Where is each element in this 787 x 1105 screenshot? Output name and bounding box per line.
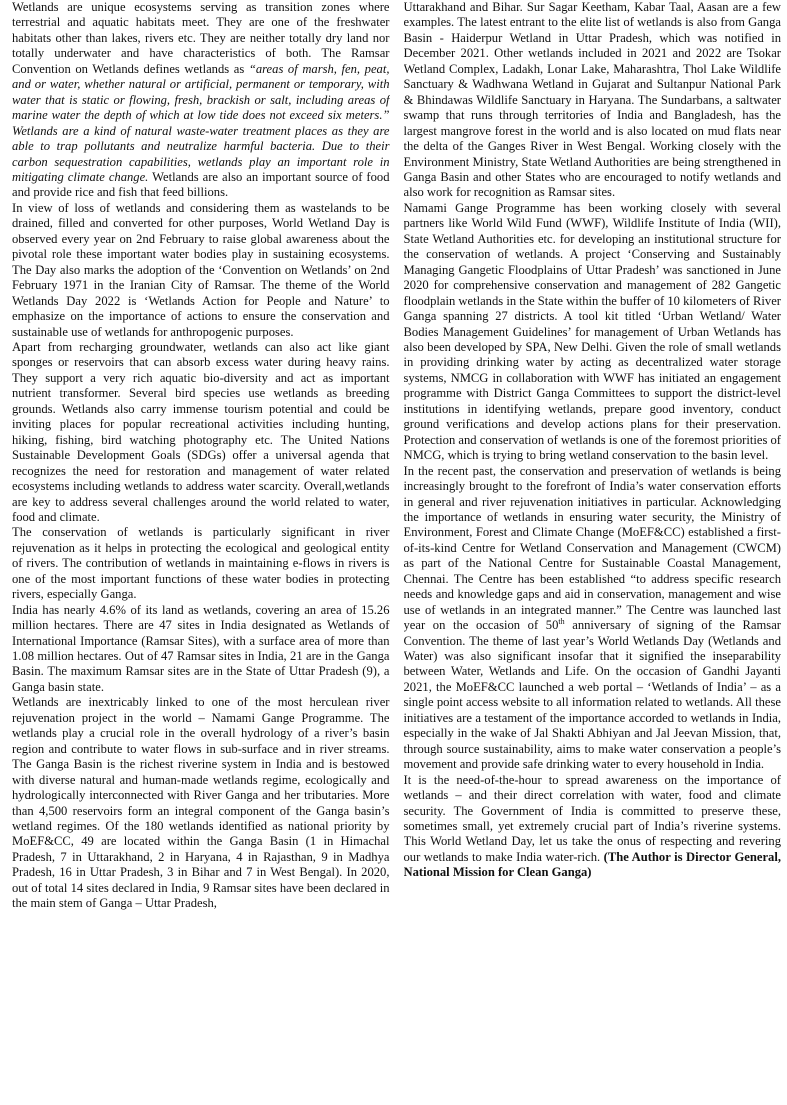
ramsar-definition-quote: “areas of marsh, fen, peat, and or water, whether natural or artificial, permanent or temporary, with water that is static or flowing, fresh, brackish or salt, including areas of marine water the depth of which at low tide does not exceed six meters.” Wetlands are a kind of natural waste-water treatment places as they are able to trap pollutants and neutralize harmful bacteria. Due to their carbon sequestration capabilities, wetlands play an important role in mitigating climate change. — [12, 61, 390, 184]
left-column — [12, 0, 390, 1105]
author-note: (The Author is Director General, National Mission for Clean Ganga) — [403, 849, 781, 880]
paragraph-river-rejuvenation: The conservation of wetlands is particularly significant in river rejuvenation as it helps in protecting the ecological and geological entity of rivers. The contribution of wetlands in maintaining e-flows in rivers is one of the most important functions of these water bodies in protecting rivers, especially Ganga. — [12, 525, 390, 602]
paragraph-ramsar-sites: Uttarakhand and Bihar. Sur Sagar Keetham, Kabar Taal, Aasan are a few examples. The latest entrant to the elite list of wetlands is also from Ganga Basin - Haiderpur Wetland in Uttar Pradesh, which was notified in December 2021. Other wetlands included in 2021 and 2022 are Tsokar Wetland Complex, Ladakh, Lonar Lake, Maharashtra, Thol Lake Wildlife Sanctuary & Wadhwana Wetland in Gujarat and Sultanpur National Park & Bhindawas Wildlife Sanctuary in Haryana. The Sundarbans, a saltwater swamp that runs through territories of India and Bangladesh, has the largest mangrove forest in the world and is also located on mud flats near the delta of the Ganges River in West Bengal. Working closely with the Environment Ministry, State Wetland Authorities are being strengthened in Ganga Basin and other States who are encouraged to notify wetlands and also work for recognition as Ramsar sites. — [403, 0, 781, 200]
ordinal-superscript: th — [558, 616, 565, 626]
paragraph-wetlands-intro — [12, 0, 390, 201]
intro-text-end: Wetlands are also an important source of food and provide rice and fish that feed billions. — [12, 169, 390, 200]
paragraph-world-wetland-day: In view of loss of wetlands and considering them as wastelands to be drained, filled and converted for other purposes, World Wetland Day is observed every year on 2nd February to raise global awareness about the pivotal role these important water bodies play in sustaining ecosystems. The Day also marks the adoption of the ‘Convention on Wetlands’ on 2nd February 1971 in the Iranian City of Ramsar. The theme of the World Wetlands Day 2022 is ‘Wetlands Action for People and Nature’ to emphasize on the importance of actions to ensure the conservation and sustainable use of wetlands for anthropogenic purposes. — [12, 200, 390, 339]
paragraph-conclusion — [404, 773, 782, 881]
paragraph-india-wetlands: India has nearly 4.6% of its land as wetlands, covering an area of 15.26 million hectares. There are 47 sites in India designated as Wetlands of International Importance (Ramsar Sites), with a surface area of more than 1.08 million hectares. Out of 47 Ramsar sites in India, 21 are in the Ganga Basin. The maximum Ramsar sites are in the State of Uttar Pradesh (9), a Ganga basin state. — [12, 602, 390, 694]
right-column — [404, 0, 782, 1105]
recent-efforts-text: In the recent past, the conservation and preservation of wetlands is being increasingly brought to the forefront of India’s water conservation efforts in general and river rejuvenation initiatives in particular. Acknowledging the importance of wetlands in ensuring water security, the Ministry of Environment, Forest and Climate Change (MoEF&CC) established a first-of-its-kind Centre for Wetland Conservation and Management (CWCM) as part of the National Centre for Sustainable Coastal Management, Chennai. The Centre has been established “to address specific research needs and knowledge gaps and aid in conservation, management and wise use of wetlands in an integrated manner.” The Centre was launched last year on the occasion of 50 — [403, 463, 781, 633]
paragraph-namami-gange: Wetlands are inextricably linked to one of the most herculean river rejuvenation project in the world – Namami Gange Programme. The wetlands play a crucial role in the overall hydrology of a river’s basin region and contribute to water flows in sub-surface and in river streams. The Ganga Basin is the richest riverine system in India and is bestowed with diverse natural and human-made wetlands regime, ecologically and hydrologically interconnected with River Ganga and her tributaries. More than 4,500 reservoirs form an integral component of the Ganga basin’s wetland regimes. Of the 180 wetlands identified as national priority by MoEF&CC, 49 are located within the Ganga Basin (1 in Himachal Pradesh, 7 in Uttarakhand, 2 in Haryana, 4 in Rajasthan, 9 in Madhya Pradesh, 16 in Uttar Pradesh, 3 in Bihar and 7 in West Bengal). In 2020, out of total 14 sites declared in India, 9 Ramsar sites have been declared in the main stem of Ganga – Uttar Pradesh, — [12, 695, 390, 911]
paragraph-wetland-functions: Apart from recharging groundwater, wetlands can also act like giant sponges or reservoirs that can absorb excess water during heavy rains. They support a very rich aquatic bio-diversity and act as important nutrient transformer. Several bird species use wetlands as breeding grounds. Wetlands also carry immense tourism potential and could be inviting places for popular recreational activities including hunting, hiking, fishing, bird watching photography etc. The United Nations Sustainable Development Goals (SDGs) offer a universal agenda that recognizes the need for restoration and management of water related ecosystems including wetlands to address water scarcity. Overall,wetlands are key to address several challenges around the world related to water, food and climate. — [12, 339, 390, 524]
paragraph-partners: Namami Gange Programme has been working closely with several partners like World Wild Fund (WWF), Wildlife Institute of India (WII), State Wetland Authorities etc. for developing an institutional structure for the conservation of wetlands. A project ‘Conserving and Sustainably Managing Gangetic Floodplains of Uttar Pradesh’ was sanctioned in June 2020 for comprehensive conservation and management of 282 Gangetic floodplain wetlands in the State within the buffer of 10 kilometers of River Ganga spanning 27 districts. A tool kit titled ‘Urban Wetland/ Water Bodies Management Guidelines’ for management of Urban Wetlands has also been developed by SPA, New Delhi. Given the role of small wetlands in providing drinking water by acting as decentralized water storage systems, NMCG in collaboration with WWF has initiated an engagement programme with District Ganga Committees to support the district-level institutions in identifying wetlands, prepare good inventory, conduct ground verifications and develop actions plans for their preservation. Protection and conservation of wetlands is one of the foremost priorities of NMCG, which is trying to bring wetland conservation to the basin level. — [403, 200, 781, 463]
conclusion-text: It is the need-of-the-hour to spread awareness on the importance of wetlands – and their direct correlation with water, food and climate security. The Government of India is committed to preserve these, sometimes small, yet extremely crucial part of India’s riverine systems. This World Wetland Day, let us take the onus of respecting and revering our wetlands to make India water-rich. — [403, 772, 781, 864]
recent-efforts-text-end: anniversary of signing of the Ramsar Convention. The theme of last year’s World Wetlands Day (Wetlands and Water) was also significant insofar that it signified the inseparability between Water, Wetlands and Life. On the occasion of Gandhi Jayanti 2021, the MoEF&CC launched a web portal – ‘Wetlands of India’ – as a single point access website to all information related to wetlands. All these initiatives are a testament of the importance accorded to wetlands in India, especially in the wake of Jal Shakti Abhiyan and Jal Jeevan Mission, that, through source sustainability, aims to make water conservation a people’s movement and provide safe drinking water to every household in India. — [403, 618, 781, 772]
paragraph-recent-efforts — [404, 464, 782, 773]
intro-text: Wetlands are unique ecosystems serving as transition zones where terrestrial and aquatic habitats meet. They are one of the freshwater habitats other than lakes, rivers etc. They are neither totally dry land nor totally underwater and have characteristics of both. The Ramsar Convention on Wetlands defines wetlands as — [12, 0, 390, 76]
